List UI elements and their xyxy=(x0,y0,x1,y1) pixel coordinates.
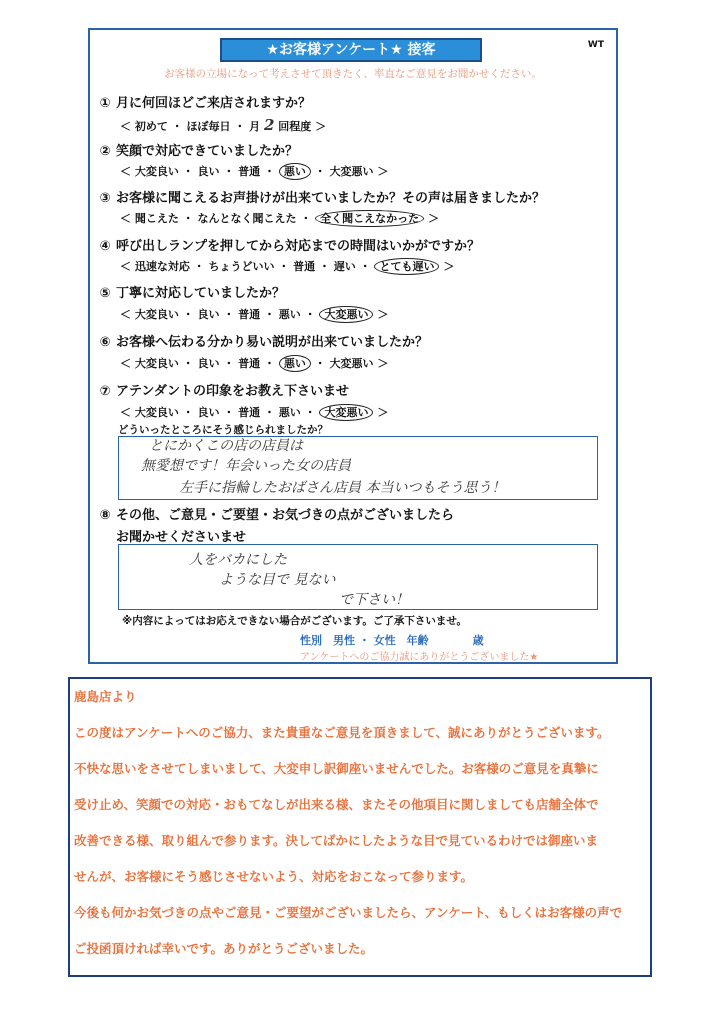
question-6: ⑥ お客様へ伝わる分かり易い説明が出来ていましたか？ xyxy=(99,335,429,350)
reply-line: ご投函頂ければ幸いです。ありがとうございました。 xyxy=(74,941,374,956)
reply-heading: 鹿島店より xyxy=(74,689,137,704)
selected-answer: 悪い xyxy=(279,163,311,180)
reply-line: 改善できる様、取り組んで参ります。決してばかにしたような目で見ているわけでは御座いま xyxy=(74,833,599,848)
question-2: ② 笑顔で対応できていましたか？ xyxy=(99,144,299,159)
selected-answer: 大変悪い xyxy=(319,306,373,323)
question-7-followup: どういったところにそう感じられましたか？ xyxy=(118,424,328,436)
reply-line: 不快な思いをさせてしまいまして、大変申し訳御座いませんでした。お客様のご意見を真摯に xyxy=(74,761,599,776)
question-2-options: ＜ 大変良い ・ 良い ・ 普通 ・ 悪い ・ 大変悪い ＞ xyxy=(120,165,389,178)
question-7-answer-box xyxy=(118,436,598,500)
question-4-options: ＜ 迅速な対応 ・ ちょうどいい ・ 普通 ・ 遅い ・ とても遅い ＞ xyxy=(120,260,455,273)
question-5-options: ＜ 大変良い ・ 良い ・ 普通 ・ 悪い ・ 大変悪い ＞ xyxy=(120,308,389,321)
question-4: ④ 呼び出しランプを押してから対応までの時間はいかがですか？ xyxy=(99,239,481,254)
store-reply-box xyxy=(68,677,652,977)
reply-line: せんが、お客様にそう感じさせないよう、対応をおこなって参ります。 xyxy=(74,869,474,884)
handwritten-count: 2 xyxy=(264,116,275,134)
handwritten-line: 無愛想です！年会いった女の店員 xyxy=(141,458,351,474)
survey-form xyxy=(88,28,618,664)
question-7-options: ＜ 大変良い ・ 良い ・ 普通 ・ 悪い ・ 大変悪い ＞ xyxy=(120,406,389,419)
handwritten-line: で下さい！ xyxy=(339,592,409,608)
question-3: ③ お客様に聞こえるお声掛けが出来ていましたか？その声は届きましたか？ xyxy=(99,191,546,206)
reply-line: 受け止め、笑顔での対応・おもてなしが出来る様、またその他項目に関しましても店舗全体で xyxy=(74,797,599,812)
selected-answer: 全く聞こえなかった xyxy=(315,210,424,227)
selected-answer: 悪い xyxy=(279,355,311,372)
question-7: ⑦ アテンダントの印象をお教え下さいませ xyxy=(99,384,349,399)
handwritten-line: ような目で 見ない xyxy=(219,572,336,588)
question-8-line2: お聞かせくださいませ xyxy=(116,530,247,545)
thanks-line: アンケートへのご協力誠にありがとうございました★ xyxy=(300,652,539,663)
question-5: ⑤ 丁寧に対応していましたか？ xyxy=(99,286,286,301)
survey-title: ★お客様アンケート★ 接客 xyxy=(220,38,482,62)
question-8: ⑧ その他、ご意見・ご要望・お気づきの点がございましたら xyxy=(99,508,455,523)
handwritten-line: 人をバカにした xyxy=(189,552,287,568)
reply-line: 今後も何かお気づきの点やご意見・ご要望がございましたら、アンケート、もしくはお客様の声で xyxy=(74,905,623,920)
question-8-answer-box xyxy=(118,544,598,610)
question-6-options: ＜ 大変良い ・ 良い ・ 普通 ・ 悪い ・ 大変悪い ＞ xyxy=(120,357,389,370)
notice-text: ※内容によってはお応えできない場合がございます。ご了承下さいませ。 xyxy=(122,615,468,627)
handwritten-line: とにかくこの店の店員は xyxy=(149,438,303,454)
question-1-options: ＜ 初めて ・ ほぼ毎日 ・ 月 2 回程度 ＞ xyxy=(120,116,327,134)
reply-line: この度はアンケートへのご協力、また貴重なご意見を頂きまして、誠にありがとうございます。 xyxy=(74,725,610,740)
form-code: WT xyxy=(587,40,604,50)
survey-subtitle: お客様の立場になって考えさせて頂きたく、率直なご意見をお聞かせください。 xyxy=(164,68,542,80)
selected-answer: とても遅い xyxy=(374,258,439,275)
handwritten-line: 左手に指輪したおばさん店員 本当いつもそう思う！ xyxy=(179,480,506,496)
question-1: ① 月に何回ほどご来店されますか？ xyxy=(99,96,312,111)
selected-answer: 大変悪い xyxy=(319,404,373,421)
demographics-line: 性別 男性 ・ 女性 年齢 歳 xyxy=(300,634,484,647)
question-3-options: ＜ 聞こえた ・ なんとなく聞こえた ・ 全く聞こえなかった ＞ xyxy=(120,212,440,225)
